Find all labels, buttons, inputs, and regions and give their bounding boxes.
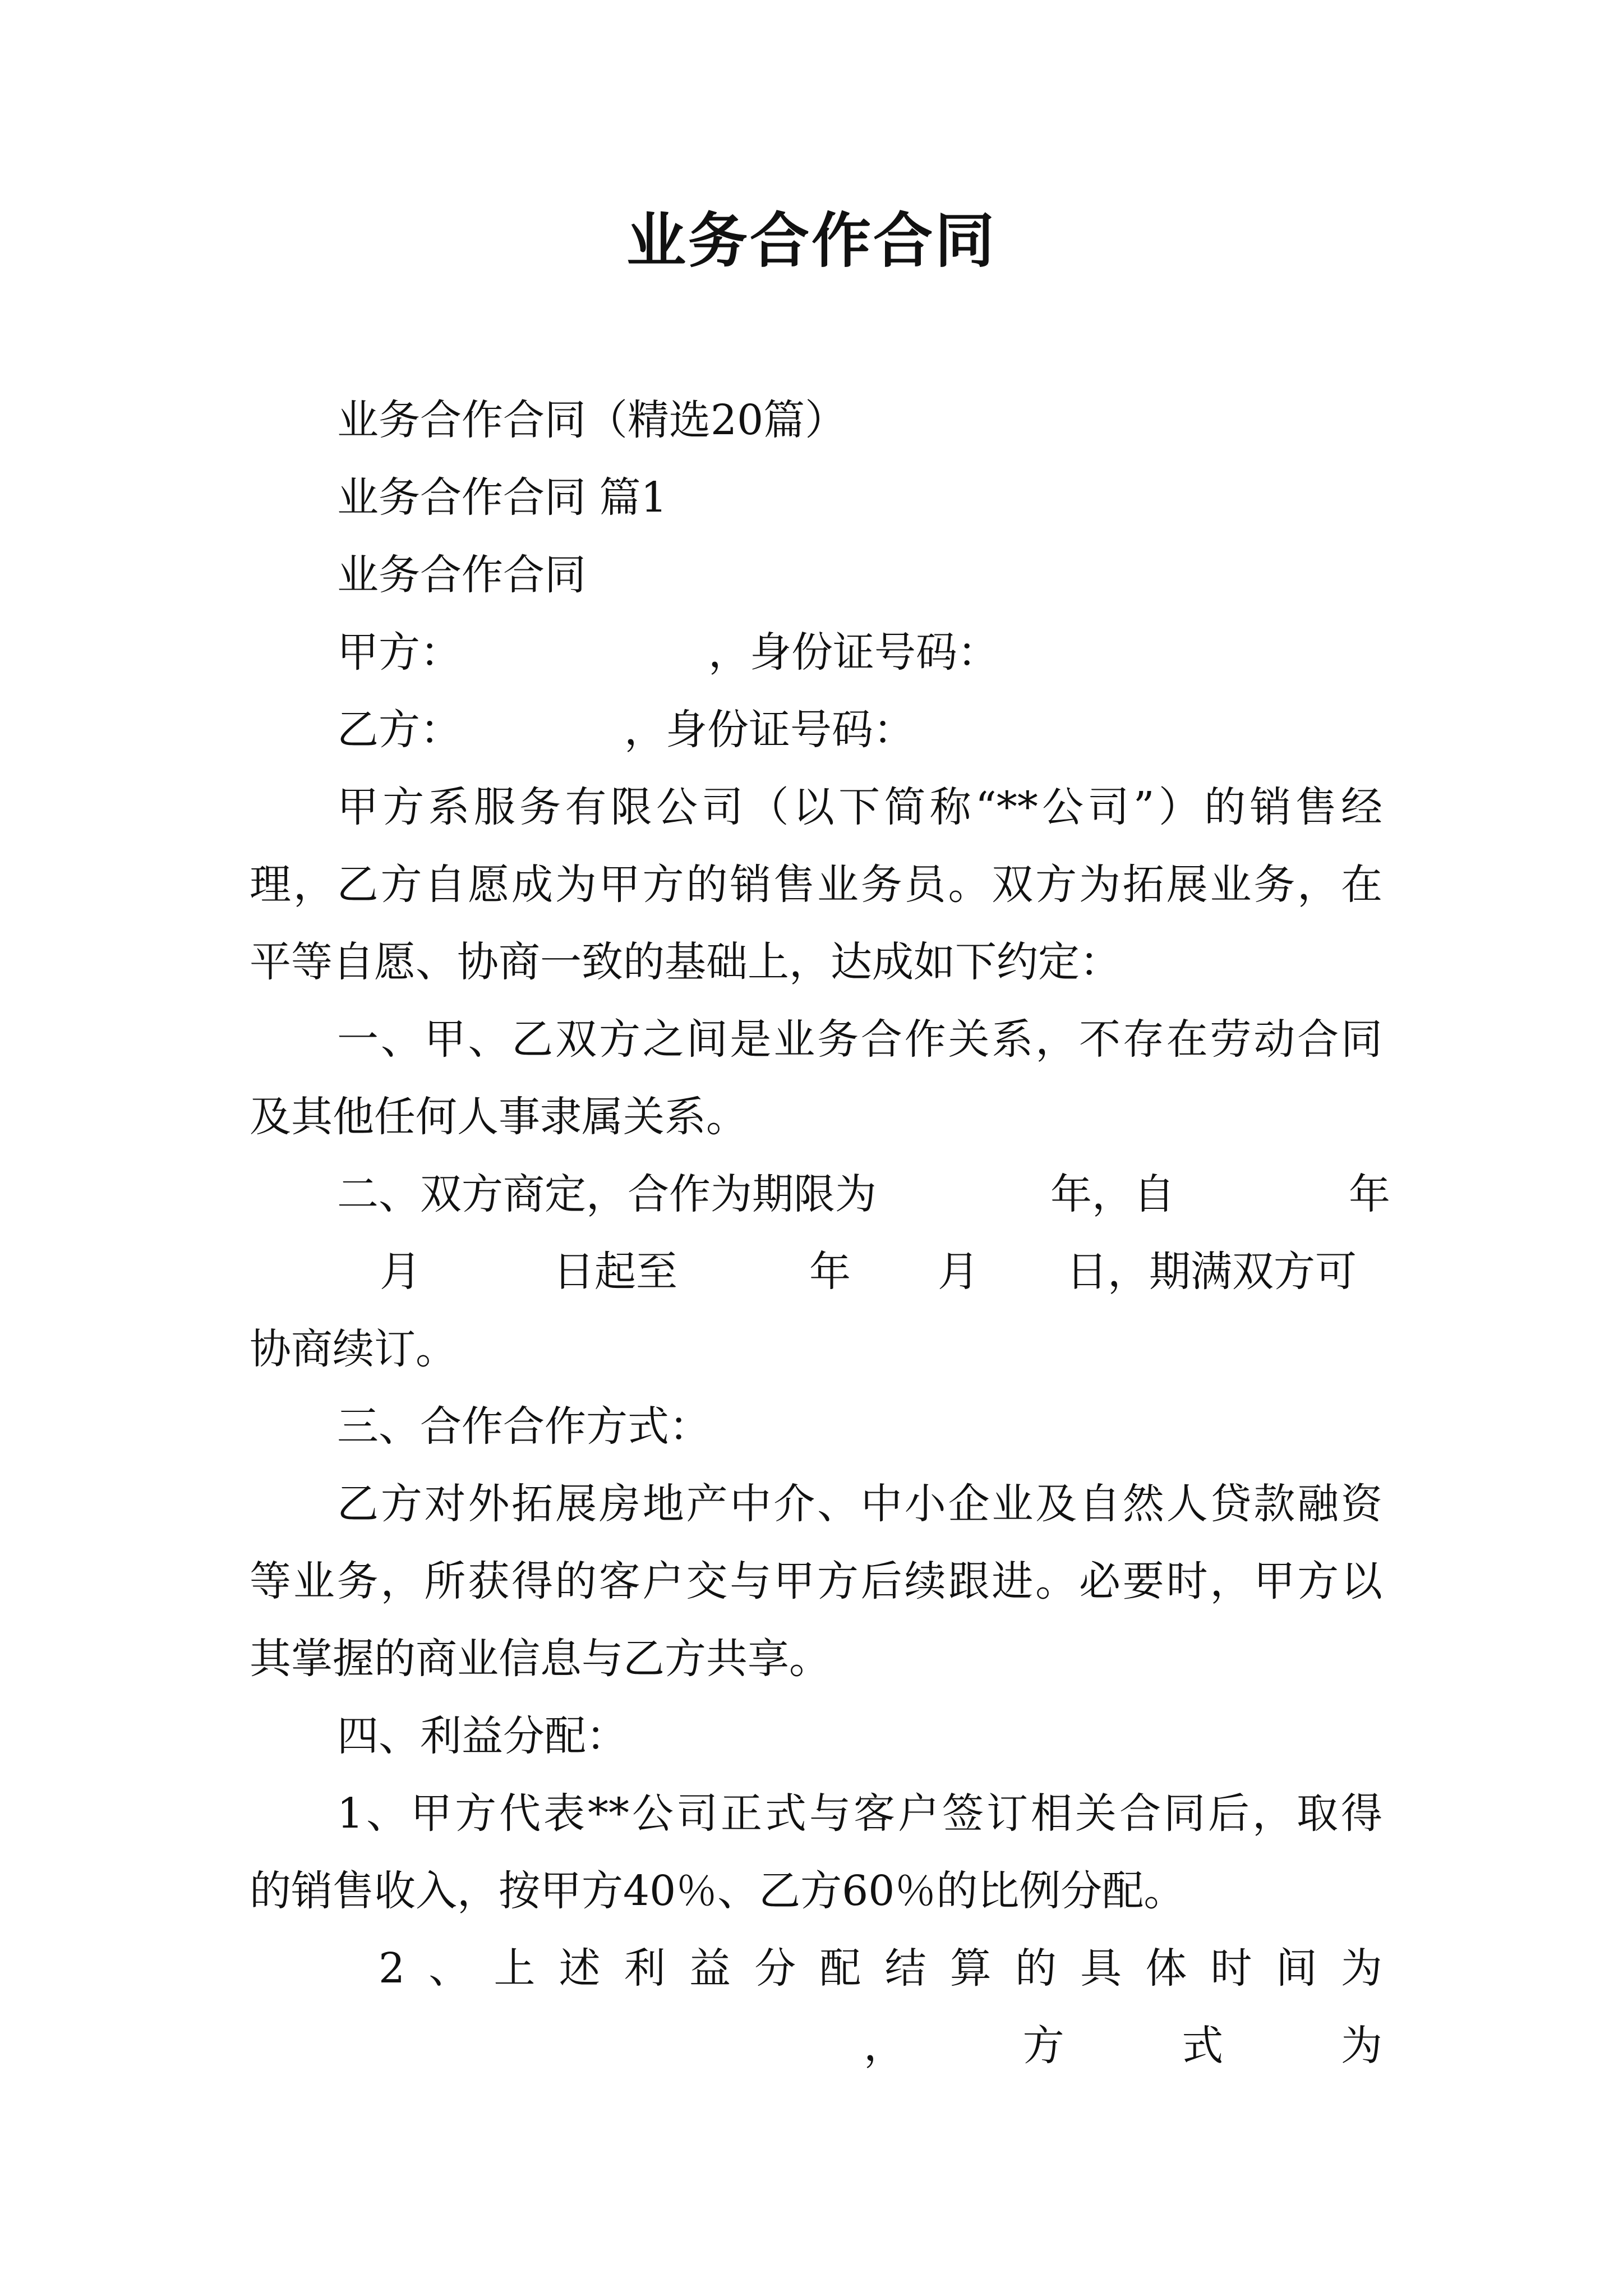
party-b-line xyxy=(250,691,1382,769)
clause-2-text: 日起至 xyxy=(553,1248,677,1296)
spaced-char: 2 xyxy=(379,1944,405,1993)
spaced-char: 体 xyxy=(1145,1944,1187,1993)
spaced-char: 的 xyxy=(1015,1944,1057,1993)
contract-name-line: 业务合作合同 xyxy=(337,551,586,599)
clause-4-2-line xyxy=(250,1930,1382,2007)
paragraph-line: 甲方系服务有限公司（以下简称“**公司”）的销售经 xyxy=(337,783,1382,831)
clause-4-heading: 四、利益分配： xyxy=(337,1712,628,1760)
spaced-char: ， xyxy=(864,2022,905,2070)
spaced-char: 益 xyxy=(689,1944,731,1993)
party-a-line xyxy=(250,614,1382,691)
clause-2-text: 年 xyxy=(1349,1170,1390,1218)
clause-2-text: 年 xyxy=(809,1248,851,1296)
clause-1-line: 及其他任何人事隶属关系。 xyxy=(250,1093,748,1141)
spaced-char: 结 xyxy=(884,1944,926,1993)
clause-2-text: 二、双方商定，合作为期限为 xyxy=(337,1170,877,1218)
section-heading: 业务合作合同 篇1 xyxy=(337,473,667,522)
party-b-id-label: ，身份证号码： xyxy=(624,706,915,754)
spaced-char: 方 xyxy=(1022,2022,1064,2070)
spaced-char: 、 xyxy=(428,1944,471,1993)
spaced-char: 上 xyxy=(494,1944,536,1993)
party-a-label: 甲方： xyxy=(337,628,462,677)
party-b-label: 乙方： xyxy=(337,706,462,754)
paragraph-line: 理，乙方自愿成为甲方的销售业务员。双方为拓展业务，在 xyxy=(250,861,1382,909)
paragraph-line: 平等自愿、协商一致的基础上，达成如下约定： xyxy=(250,938,1121,986)
spaced-char: 分 xyxy=(754,1944,796,1993)
spaced-char: 配 xyxy=(819,1944,861,1993)
document-title: 业务合作合同 xyxy=(626,206,997,275)
party-a-id-label: ，身份证号码： xyxy=(708,628,999,677)
clause-4-line: 1、甲方代表**公司正式与客户签订相关合同后，取得 xyxy=(337,1789,1382,1838)
clause-2-line: 协商续订。 xyxy=(250,1325,457,1373)
clause-3-line: 其掌握的商业信息与乙方共享。 xyxy=(250,1635,831,1683)
clause-2-line xyxy=(250,1233,1382,1310)
spaced-char: 为 xyxy=(1340,2022,1382,2070)
clause-4-line: 的销售收入，按甲方40％、乙方60％的比例分配。 xyxy=(250,1867,1186,1915)
clause-2-line xyxy=(250,1156,1390,1233)
spaced-char: 算 xyxy=(949,1944,992,1993)
clause-2-text: 月 xyxy=(380,1248,421,1296)
clause-3-line: 乙方对外拓展房地产中介、中小企业及自然人贷款融资 xyxy=(337,1480,1382,1528)
clause-2-text: 日，期满双方可 xyxy=(1066,1248,1357,1296)
subtitle-line: 业务合作合同（精选20篇） xyxy=(337,396,847,444)
spaced-char: 利 xyxy=(624,1944,666,1993)
clause-4-2-line xyxy=(250,2007,1382,2085)
spaced-char: 时 xyxy=(1210,1944,1252,1993)
clause-1-line: 一、甲、乙双方之间是业务合作关系，不存在劳动合同 xyxy=(337,1015,1382,1064)
spaced-char: 述 xyxy=(559,1944,601,1993)
clause-2-text: 年，自 xyxy=(1050,1170,1175,1218)
spaced-char: 为 xyxy=(1340,1944,1382,1993)
spaced-char: 具 xyxy=(1080,1944,1122,1993)
clause-3-heading: 三、合作合作方式： xyxy=(337,1402,711,1451)
spaced-char: 间 xyxy=(1275,1944,1317,1993)
clause-3-line: 等业务，所获得的客户交与甲方后续跟进。必要时，甲方以 xyxy=(250,1557,1382,1605)
spaced-char: 式 xyxy=(1182,2022,1224,2070)
clause-2-text: 月 xyxy=(938,1248,979,1296)
document-body xyxy=(250,381,1390,2085)
